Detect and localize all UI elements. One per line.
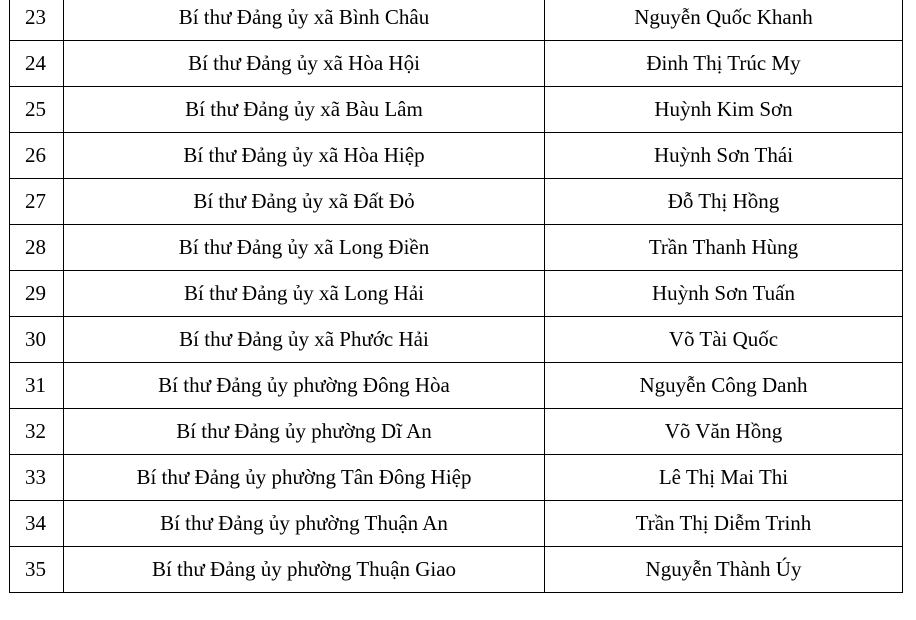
table-row — [10, 363, 903, 409]
person-name: Trần Thị Diễm Trinh — [545, 501, 903, 547]
person-name: Võ Tài Quốc — [545, 317, 903, 363]
person-name: Đỗ Thị Hồng — [545, 179, 903, 225]
table-row — [10, 271, 903, 317]
row-number: 24 — [10, 41, 64, 87]
table-body — [10, 0, 903, 593]
row-number: 32 — [10, 409, 64, 455]
person-name: Nguyễn Thành Úy — [545, 547, 903, 593]
table-row — [10, 133, 903, 179]
table-row — [10, 547, 903, 593]
person-name: Nguyễn Quốc Khanh — [545, 0, 903, 41]
position-title: Bí thư Đảng ủy xã Phước Hải — [64, 317, 545, 363]
position-title: Bí thư Đảng ủy xã Bàu Lâm — [64, 87, 545, 133]
position-title: Bí thư Đảng ủy phường Dĩ An — [64, 409, 545, 455]
position-title: Bí thư Đảng ủy xã Hòa Hiệp — [64, 133, 545, 179]
row-number: 29 — [10, 271, 64, 317]
row-number: 27 — [10, 179, 64, 225]
row-number: 35 — [10, 547, 64, 593]
position-title: Bí thư Đảng ủy xã Hòa Hội — [64, 41, 545, 87]
person-name: Huỳnh Kim Sơn — [545, 87, 903, 133]
table-row — [10, 455, 903, 501]
table-row — [10, 409, 903, 455]
row-number: 23 — [10, 0, 64, 41]
row-number: 28 — [10, 225, 64, 271]
person-name: Huỳnh Sơn Thái — [545, 133, 903, 179]
table-row — [10, 0, 903, 41]
person-name: Nguyễn Công Danh — [545, 363, 903, 409]
table-row — [10, 179, 903, 225]
position-title: Bí thư Đảng ủy xã Bình Châu — [64, 0, 545, 41]
position-title: Bí thư Đảng ủy phường Đông Hòa — [64, 363, 545, 409]
person-name: Đinh Thị Trúc My — [545, 41, 903, 87]
table-row — [10, 87, 903, 133]
row-number: 26 — [10, 133, 64, 179]
person-name: Lê Thị Mai Thi — [545, 455, 903, 501]
row-number: 25 — [10, 87, 64, 133]
table-row — [10, 501, 903, 547]
person-name: Huỳnh Sơn Tuấn — [545, 271, 903, 317]
table-row — [10, 225, 903, 271]
position-title: Bí thư Đảng ủy xã Long Điền — [64, 225, 545, 271]
table-row — [10, 317, 903, 363]
row-number: 34 — [10, 501, 64, 547]
person-name: Võ Văn Hồng — [545, 409, 903, 455]
row-number: 33 — [10, 455, 64, 501]
position-title: Bí thư Đảng ủy xã Long Hải — [64, 271, 545, 317]
row-number: 31 — [10, 363, 64, 409]
position-title: Bí thư Đảng ủy phường Thuận An — [64, 501, 545, 547]
personnel-table — [9, 0, 903, 593]
person-name: Trần Thanh Hùng — [545, 225, 903, 271]
position-title: Bí thư Đảng ủy phường Thuận Giao — [64, 547, 545, 593]
row-number: 30 — [10, 317, 64, 363]
position-title: Bí thư Đảng ủy phường Tân Đông Hiệp — [64, 455, 545, 501]
position-title: Bí thư Đảng ủy xã Đất Đỏ — [64, 179, 545, 225]
table-row — [10, 41, 903, 87]
